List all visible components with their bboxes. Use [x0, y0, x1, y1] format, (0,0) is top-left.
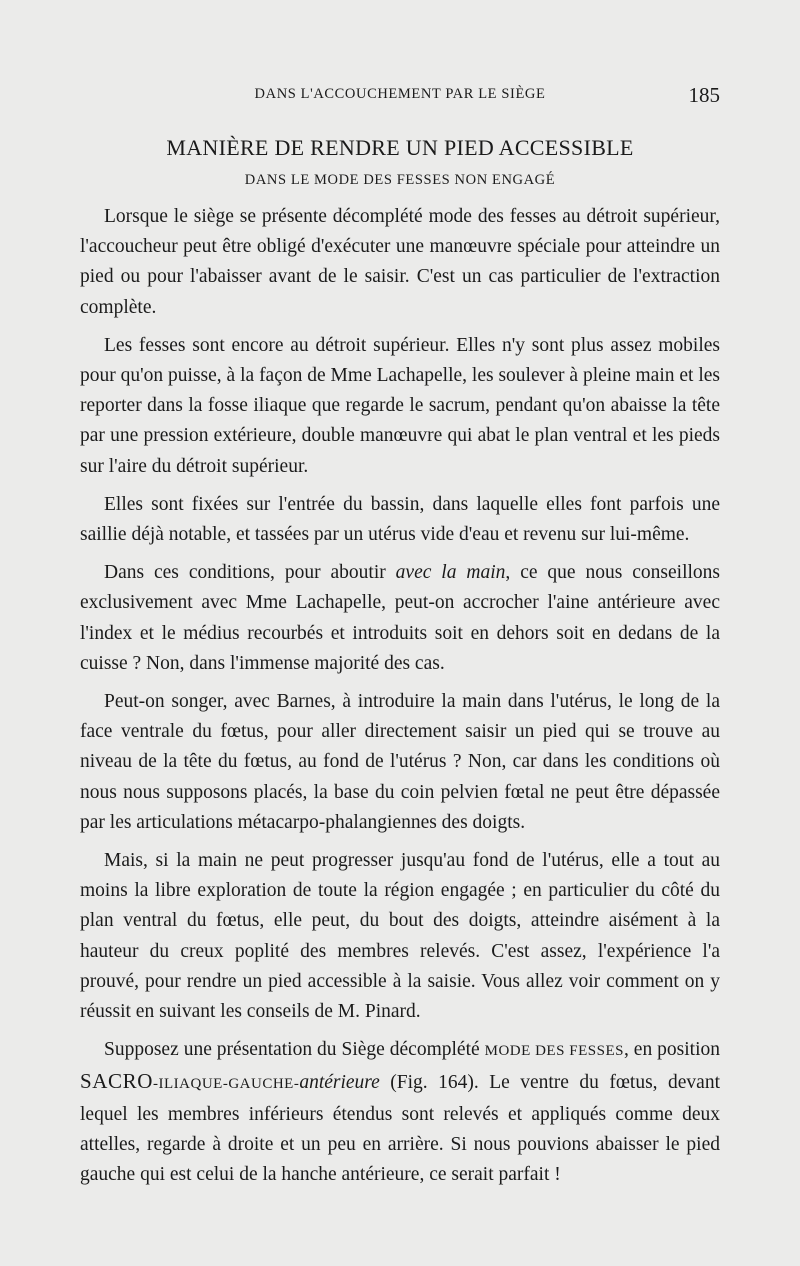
small-caps-text: MODE DES FESSES: [484, 1043, 624, 1060]
paragraph-text: Mais, si la main ne peut progresser jusqu'au fond de l'utérus, elle a tout au moins la libre exploration de toute la région engagée ; en particulier du côté du plan ventral du fœtus, elle peut, du bout des doigts, atteindre aisément à la hauteur du creux poplité des membres relevés. C'est assez, l'expérience l'a prouvé, pour rendre un pied accessible à la saisie. Vous allez voir comment on y réussit en suivant les conseils de M. Pinard.: [80, 850, 720, 1023]
running-title: DANS L'ACCOUCHEMENT PAR LE SIÈGE: [254, 86, 546, 102]
paragraph: [80, 490, 720, 550]
running-head: [80, 83, 720, 112]
paragraph: [80, 202, 720, 323]
paragraph-text: , en position: [623, 1039, 720, 1061]
paragraph-text: Elles sont fixées sur l'entrée du bassin, dans laquelle elles font parfois une saillie déjà notable, et tassées par un utérus vide d'eau et revenu sur lui-même.: [80, 493, 720, 546]
body-text: [80, 202, 720, 1198]
paragraph-text: Peut-on songer, avec Barnes, à introduire la main dans l'utérus, le long de la face ventrale du fœtus, pour aller directement saisir un pied qui se trouve au niveau de la tête du fœtus, au fond de l'utérus ? Non, car dans les conditions où nous nous supposons placés, la base du coin pelvien fœtal ne peut être dépassée par les articulations métacarpo-phalangiennes des doigts.: [80, 691, 720, 833]
paragraph: [80, 331, 720, 482]
section-subtitle: DANS LE MODE DES FESSES NON ENGAGÉ: [244, 172, 556, 188]
paragraph: [80, 846, 720, 1027]
paragraph-text: , ce que nous conseillons exclusivement avec Mme Lachapelle, peut-on accrocher l'aine antérieure avec l'index et le médius recourbés et introduits soit en dehors soit en dedans de la cuisse ? Non, dans l'immense majorité des cas.: [80, 562, 721, 674]
emphasis: avec la main: [395, 562, 506, 584]
paragraph-text: Les fesses sont encore au détroit supérieur. Elles n'y sont plus assez mobiles pour qu'on puisse, à la façon de Mme Lachapelle, les soulever à pleine main et les reporter dans la fosse iliaque que regarde le sacrum, pendant qu'on abaisse la tête par une pression extérieure, double manœuvre qui abat le plan ventral et les pieds sur l'aire du détroit supérieur.: [80, 334, 720, 477]
paragraph: [80, 558, 720, 679]
emphasis: antérieure: [299, 1072, 380, 1094]
position-label-rest: -ILIAQUE-GAUCHE-: [153, 1076, 300, 1093]
paragraph-text: (Fig. 164). Le ventre du fœtus, devant lequel les membres inférieurs étendus sont relevés et appliqués comme deux attelles, regarde à droite et un peu en arrière. Si nous pouvions abaisser le pied gauche qui est celui de la hanche antérieure, ce serait parfait !: [80, 1072, 720, 1186]
paragraph-text: Dans ces conditions, pour aboutir: [104, 562, 396, 584]
page-number: 185: [688, 83, 720, 107]
section-title: MANIÈRE DE RENDRE UN PIED ACCESSIBLE: [166, 135, 634, 160]
position-label: SACRO: [80, 1069, 154, 1094]
paragraph: [80, 687, 720, 838]
paragraph-text: Supposez une présentation du Siège décomplété: [104, 1039, 485, 1061]
paragraph-text: Lorsque le siège se présente décomplété mode des fesses au détroit supérieur, l'accoucheur peut être obligé d'exécuter une manœuvre spéciale pour atteindre un pied ou pour l'abaisser avant de le saisir. C'est un cas particulier de l'extraction complète.: [80, 206, 720, 318]
paragraph: [80, 1035, 720, 1190]
